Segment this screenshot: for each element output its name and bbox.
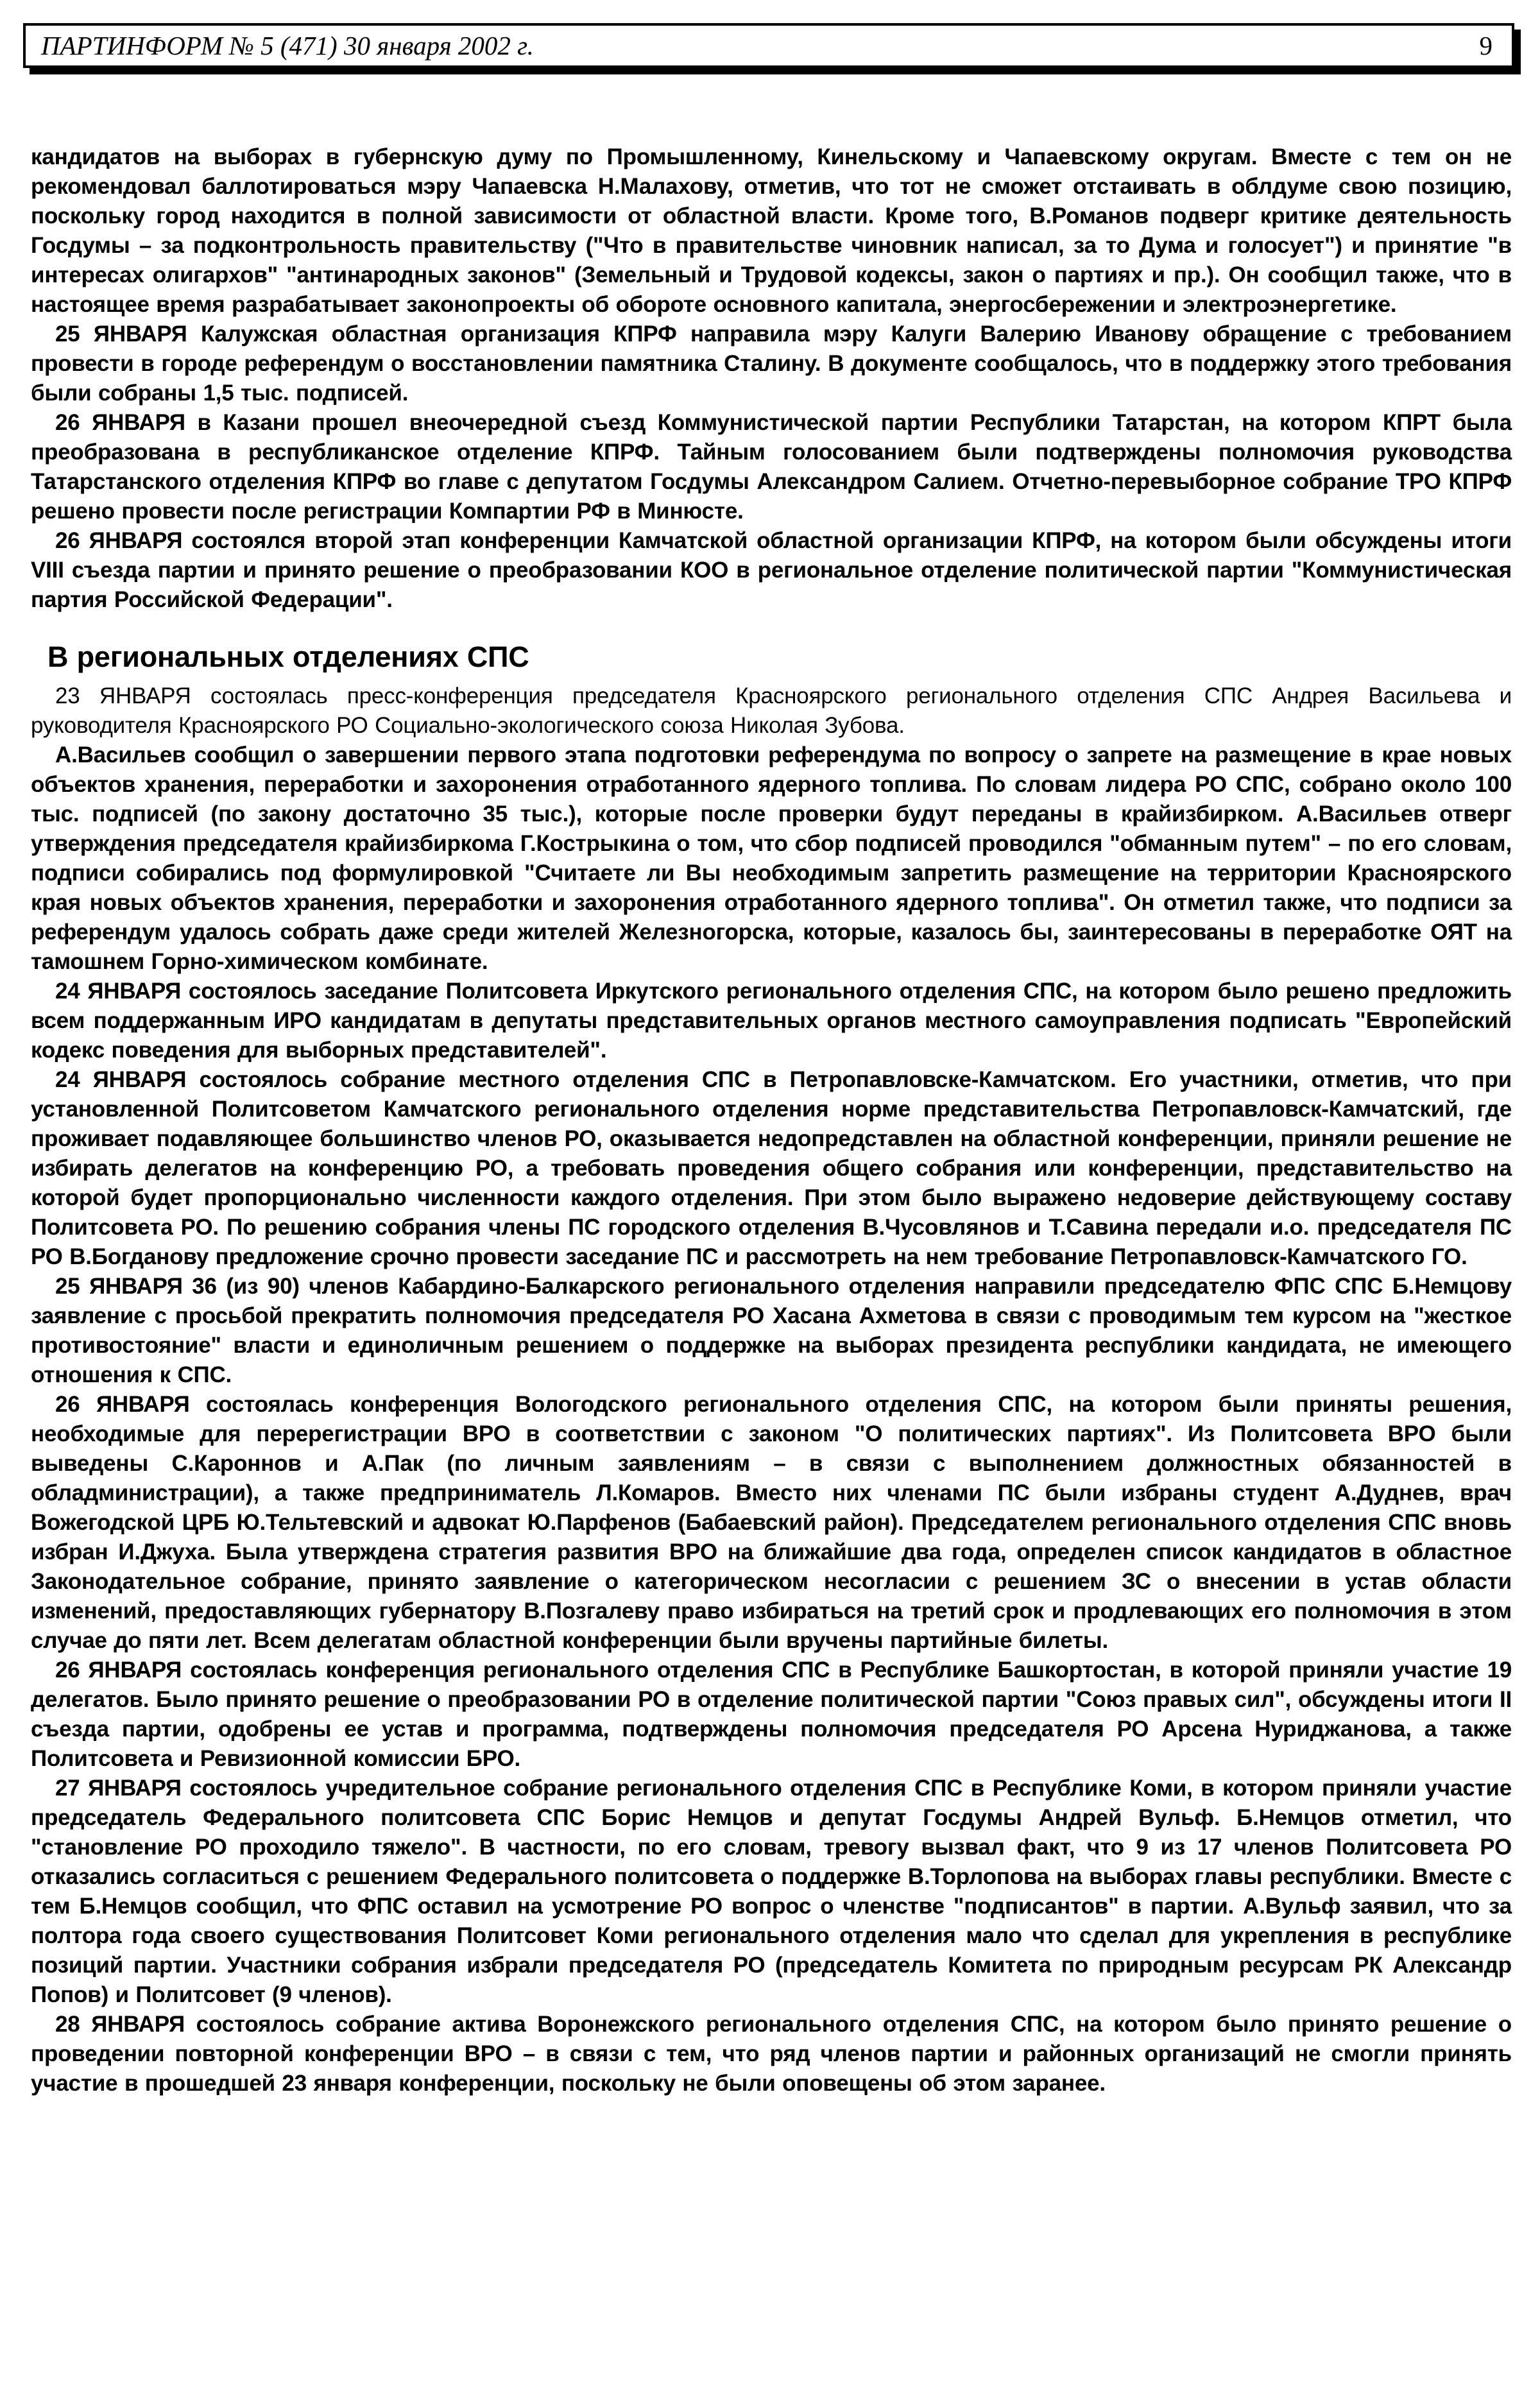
- article-body: [31, 142, 1512, 2098]
- paragraph: 26 ЯНВАРЯ в Казани прошел внеочередной съезд Коммунистической партии Республики Татарстан, на котором КПРТ была преобразована в республиканское отделение КПРФ. Тайным голосованием были подтверждены полномочия руководства Татарстанского отделения КПРФ во главе с депутатом Госдумы Александром Салием. Отчетно-перевыборное собрание ТРО КПРФ решено провести после регистрации Компартии РФ в Минюсте.: [31, 410, 1512, 524]
- section-heading: В региональных отделениях СПС: [47, 640, 529, 673]
- paragraph: 25 ЯНВАРЯ Калужская областная организация КПРФ направила мэру Калуги Валерию Иванову обращение с требованием провести в городе референдум о восстановлении памятника Сталину. В документе сообщалось, что в поддержку этого требования были собраны 1,5 тыс. подписей.: [31, 321, 1512, 406]
- masthead: [23, 23, 1514, 68]
- paragraph: 28 ЯНВАРЯ состоялось собрание актива Воронежского регионального отделения СПС, на котором было принято решение о проведении повторной конференции ВРО – в связи с тем, что ряд членов партии и районных организаций не смогли принять участие в прошедшей 23 января конференции, поскольку не были оповещены об этом заранее.: [31, 2012, 1512, 2096]
- paragraph: кандидатов на выборах в губернскую думу по Промышленному, Кинельскому и Чапаевскому округам. Вместе с тем он не рекомендовал баллотироваться мэру Чапаевска Н.Малахову, отметив, что тот не сможет отстаивать в облдуме свою позицию, поскольку город находится в полной зависимости от областной власти. Кроме того, В.Романов подверг критике деятельность Госдумы – за подконтрольность правительству ("Что в правительстве чиновник написал, за то Дума и голосует") и принятие "в интересах олигархов" "антинародных законов" (Земельный и Трудовой кодексы, закон о партиях и пр.). Он сообщил также, что в настоящее время разрабатывает законопроекты об обороте основного капитала, энергосбережении и электроэнергетике.: [31, 144, 1512, 317]
- page-number: 9: [1479, 31, 1493, 60]
- paragraph: 25 ЯНВАРЯ 36 (из 90) членов Кабардино-Балкарского регионального отделения направили председателю ФПС СПС Б.Немцову заявление с просьбой прекратить полномочия председателя РО Хасана Ахметова в связи с проводимым тем курсом на "жесткое противостояние" власти и единоличным решением о поддержке на выборах президента республики кандидата, не имеющего отношения к СПС.: [31, 1274, 1512, 1387]
- paragraph: 26 ЯНВАРЯ состоялась конференция регионального отделения СПС в Республике Башкортостан, в которой приняли участие 19 делегатов. Было принято решение о преобразовании РО в отделение политической партии "Союз правых сил", обсуждены итоги II съезда партии, одобрены ее устав и программа, подтверждены полномочия председателя РО Арсена Нуриджанова, а также Политсовета и Ревизионной комиссии БРО.: [31, 1658, 1512, 1771]
- paragraph: А.Васильев сообщил о завершении первого этапа подготовки референдума по вопросу о запрете на размещение в крае новых объектов хранения, переработки и захоронения отработанного ядерного топлива. По словам лидера РО СПС, собрано около 100 тыс. подписей (по закону достаточно 35 тыс.), которые после проверки будут переданы в крайизбирком. А.Васильев отверг утверждения председателя крайизбиркома Г.Кострыкина о том, что сбор подписей проводился "обманным путем" – по его словам, подписи собирались под формулировкой "Считаете ли Вы необходимым запретить размещение на территории Красноярского края новых объектов хранения, переработки и захоронения отработанного ядерного топлива". Он отметил также, что подписи за референдум удалось собрать даже среди жителей Железногорска, которые, казалось бы, заинтересованы в переработке ОЯТ на тамошнем Горно-химическом комбинате.: [31, 742, 1512, 974]
- paragraph: 24 ЯНВАРЯ состоялось заседание Политсовета Иркутского регионального отделения СПС, на котором было решено предложить всем поддержанным ИРО кандидатам в депутаты представительных органов местного самоуправления подписать "Европейский кодекс поведения для выборных представителей".: [31, 979, 1512, 1063]
- paragraph: 27 ЯНВАРЯ состоялось учредительное собрание регионального отделения СПС в Республике Коми, в котором приняли участие председатель Федерального политсовета СПС Борис Немцов и депутат Госдумы Андрей Вульф. Б.Немцов отметил, что "становление РО проходило тяжело". В частности, по его словам, тревогу вызвал факт, что 9 из 17 членов Политсовета РО отказались согласиться с решением Федерального политсовета о поддержке В.Торлопова на выборах главы республики. Вместе с тем Б.Немцов сообщил, что ФПС оставил на усмотрение РО вопрос о членстве "подписантов" в партии. А.Вульф заявил, что за полтора года своего существования Политсовет Коми регионального отделения мало что сделал для укрепления в республике позиций партии. Участники собрания избрали председателя РО (председатель Комитета по природным ресурсам РК Александр Попов) и Политсовет (9 членов).: [31, 1776, 1512, 2007]
- journal-title: ПАРТИНФОРМ № 5 (471) 30 января 2002 г.: [41, 31, 534, 60]
- paragraph: 26 ЯНВАРЯ состоялась конференция Вологодского регионального отделения СПС, на котором были приняты решения, необходимые для перерегистрации ВРО в соответствии с законом "О политических партиях". Из Политсовета ВРО были выведены С.Кароннов и А.Пак (по личным заявлениям – в связи с выполнением должностных обязанностей в обладминистрации), а также предприниматель Л.Комаров. Вместо них членами ПС были избраны студент А.Дуднев, врач Вожегодской ЦРБ Ю.Тельтевский и адвокат Ю.Парфенов (Бабаевский район). Председателем регионального отделения СПС вновь избран И.Джуха. Была утверждена стратегия развития ВРО на ближайшие два года, определен список кандидатов в областное Законодательное собрание, принято заявление о категорическом несогласии с решением ЗС о внесении в устав области изменений, предоставляющих губернатору В.Позгалеву право избираться на третий срок и продлевающих его полномочия в этом случае до пяти лет. Всем делегатам областной конференции были вручены партийные билеты.: [31, 1392, 1512, 1653]
- paragraph: 24 ЯНВАРЯ состоялось собрание местного отделения СПС в Петропавловске-Камчатском. Его участники, отметив, что при установленной Политсоветом Камчатского регионального отделения норме представительства Петропавловск-Камчатский, где проживает подавляющее большинство членов РО, оказывается недопредставлен на областной конференции, приняли решение не избирать делегатов на конференцию РО, а требовать проведения общего собрания или конференции, представительство на которой будет пропорционально численности каждого отделения. При этом было выражено недоверие действующему составу Политсовета РО. По решению собрания члены ПС городского отделения В.Чусовлянов и Т.Савина передали и.о. председателя ПС РО В.Богданову предложение срочно провести заседание ПС и рассмотреть на нем требование Петропавловск-Камчатского ГО.: [31, 1067, 1512, 1269]
- paragraph: 23 ЯНВАРЯ состоялась пресс-конференция председателя Красноярского регионального отделения СПС Андрея Васильева и руководителя Красноярского РО Социально-экологического союза Николая Зубова.: [31, 683, 1512, 738]
- paragraph: 26 ЯНВАРЯ состоялся второй этап конференции Камчатской областной организации КПРФ, на котором были обсуждены итоги VIII съезда партии и принято решение о преобразовании КОО в региональное отделение политической партии "Коммунистическая партия Российской Федерации".: [31, 528, 1512, 612]
